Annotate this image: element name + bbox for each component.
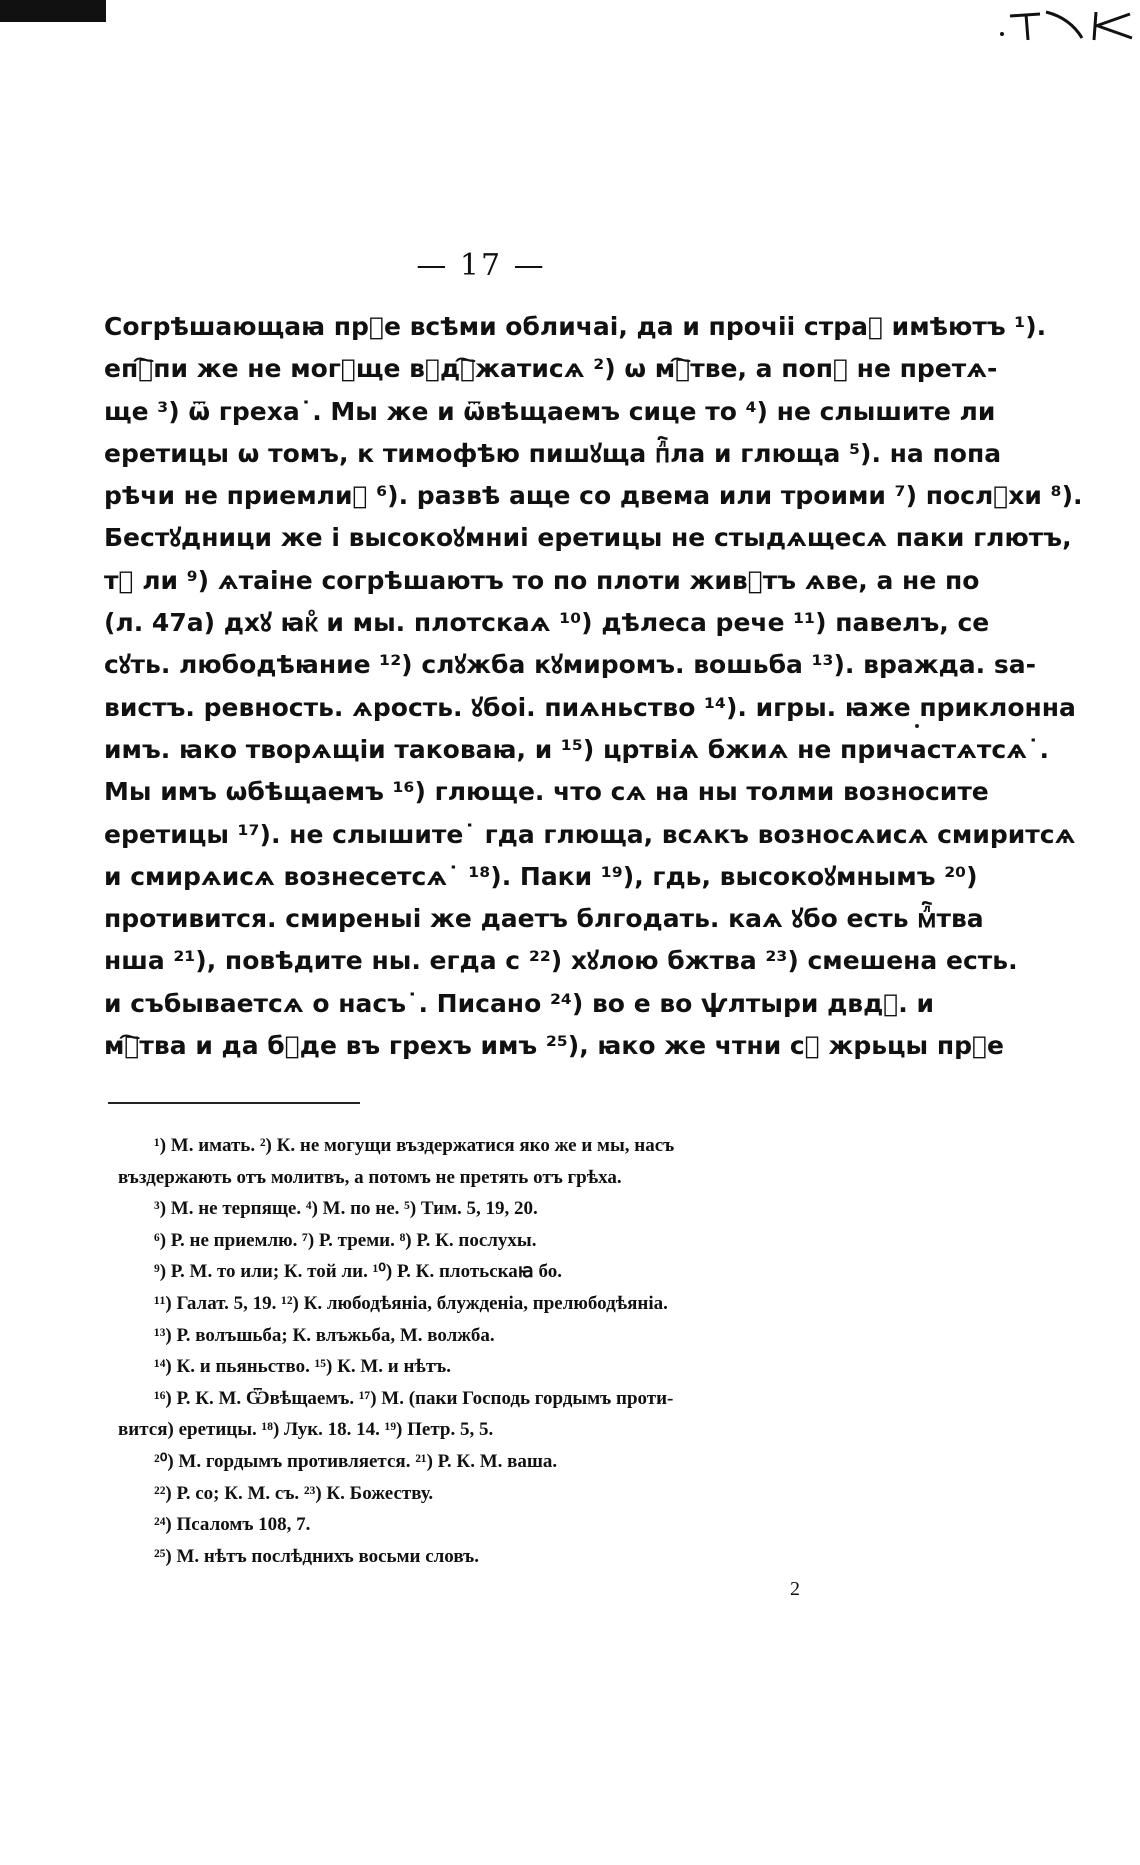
footnote-line: ²⁰) М. гордымъ противляется. ²¹) Р. К. М. ваша. [154, 1450, 558, 1472]
body-line: и събываетсѧ о насъ˙. Писано ²⁴) во е во ѱлтыри двдⷪ. и [104, 988, 935, 1018]
scan-speck [915, 724, 919, 728]
footnote-line: въздержають отъ молитвъ, а потомъ не претять отъ грѣха. [118, 1166, 622, 1188]
body-line: тⷪ ли ⁹) ѧтаіне согрѣшаютъ то по плоти живꙋтъ ѧве, а не по [104, 565, 980, 595]
footnote-line: ³) М. не терпяще. ⁴) М. по не. ⁵) Тим. 5, 19, 20. [154, 1198, 538, 1220]
footnote-line: ²⁵) М. нѣтъ послѣднихъ восьми словъ. [154, 1545, 479, 1567]
footnote-line: ¹¹) Галат. 5, 19. ¹²) К. любодѣяніа, блужденіа, прелюбодѣяніа. [154, 1292, 668, 1314]
body-text [104, 306, 1083, 1067]
body-line: противится. смиреныі же даетъ блгодать. каѧ ꙋбо есть мⷧ҇тва [104, 904, 984, 934]
footnotes [118, 1130, 868, 1572]
scan-edge-bar [0, 0, 106, 22]
body-line: еретицы ¹⁷). не слышите˙ гда глюща, всѧкъ возносѧисѧ смиритсѧ [104, 819, 1076, 849]
body-line: ще ³) ѿ греха˙. Мы же и ѿвѣщаемъ сице то ⁴) не слышите ли [104, 396, 996, 426]
body-line: имъ. ꙗко творѧщіи таковаꙗ, и ¹⁵) цртвіѧ бжиѧ не причастѧтсѧ˙. [104, 734, 1049, 764]
body-line: нша ²¹), повѣдите ны. егда с ²²) хꙋлою бжтва ²³) смешена есть. [104, 946, 1018, 976]
body-line: (л. 47а) дхꙋ ꙗкⷪ и мы. плотскаѧ ¹⁰) дѣлеса рече ¹¹) павелъ, се [104, 608, 990, 638]
body-line: Согрѣшающаꙗ прⷣе всѣми обличаі, да и прочіі страⷯ имѣютъ ¹). [104, 312, 1047, 341]
body-line: Мы имъ ѡбѣщаемъ ¹⁶) глюще. что сѧ на ны толми возносите [104, 777, 989, 807]
footnote-line: ¹⁴) К. и пьяньство. ¹⁵) К. М. и нѣтъ. [154, 1356, 451, 1378]
footnote-line: ²²) Р. со; К. М. съ. ²³) К. Божеству. [154, 1482, 434, 1504]
body-line: Бестꙋдници же і высокоꙋмниі еретицы не стыдѧщесѧ паки глютъ, [104, 523, 1072, 553]
body-line: еретицы ѡ томъ, к тимофѣю пишꙋща пⷧ҇ла и глюща ⁵). на попа [104, 438, 1002, 468]
footnote-line: вится) еретицы. ¹⁸) Лук. 18. 14. ¹⁹) Петр. 5, 5. [118, 1419, 494, 1441]
body-line: и смирѧисѧ вознесетсѧ˙ ¹⁸). Паки ¹⁹), гдь, высокоꙋмнымъ ²⁰) [104, 861, 978, 891]
body-line: епⷭ҇пи же не могꙋще вꙁдⷬ҇жатисѧ ²) ѡ мⷧ҇тве, а попⷪ не претѧ- [104, 354, 998, 384]
footnote-line: ²⁴) Псаломъ 108, 7. [154, 1514, 311, 1536]
footnote-line: ⁶) Р. не приемлю. ⁷) Р. треми. ⁸) Р. К. послухы. [154, 1229, 537, 1251]
body-line: сꙋть. любодѣꙗние ¹²) слꙋжба кꙋмиромъ. вошьба ¹³). вражда. ѕа- [104, 650, 1036, 680]
signature-folio: 2 [790, 1578, 800, 1600]
body-line: мⷧ҇тва и да бꙋде въ грехъ имъ ²⁵), ꙗко же чтни сꙋ жрьцы прⷣе [104, 1031, 1004, 1061]
page-number: — 17 — [416, 248, 546, 283]
footnote-line: ¹) М. имать. ²) К. не могущи въздержатися яко же и мы, насъ [154, 1135, 675, 1156]
body-line: вистъ. ревность. ѧрость. ꙋбоі. пиѧньство ¹⁴). игры. ꙗже приклонна [104, 692, 1076, 722]
scan-margin-mark [1000, 4, 1140, 54]
footnote-divider [108, 1102, 360, 1104]
footnote-line: ¹⁶) Р. К. М. Ѿвѣщаемъ. ¹⁷) М. (паки Господь гордымъ проти- [154, 1387, 674, 1409]
body-line: рѣчи не приемлиⷶ ⁶). развѣ аще со двема или троими ⁷) послꙋхи ⁸). [104, 481, 1083, 511]
footnote-line: ¹³) Р. волъшьба; К. влъжьба, М. волжба. [154, 1324, 495, 1346]
footnote-line: ⁹) Р. М. то или; К. той ли. ¹⁰) Р. К. плотьскаꙗ бо. [154, 1261, 563, 1283]
